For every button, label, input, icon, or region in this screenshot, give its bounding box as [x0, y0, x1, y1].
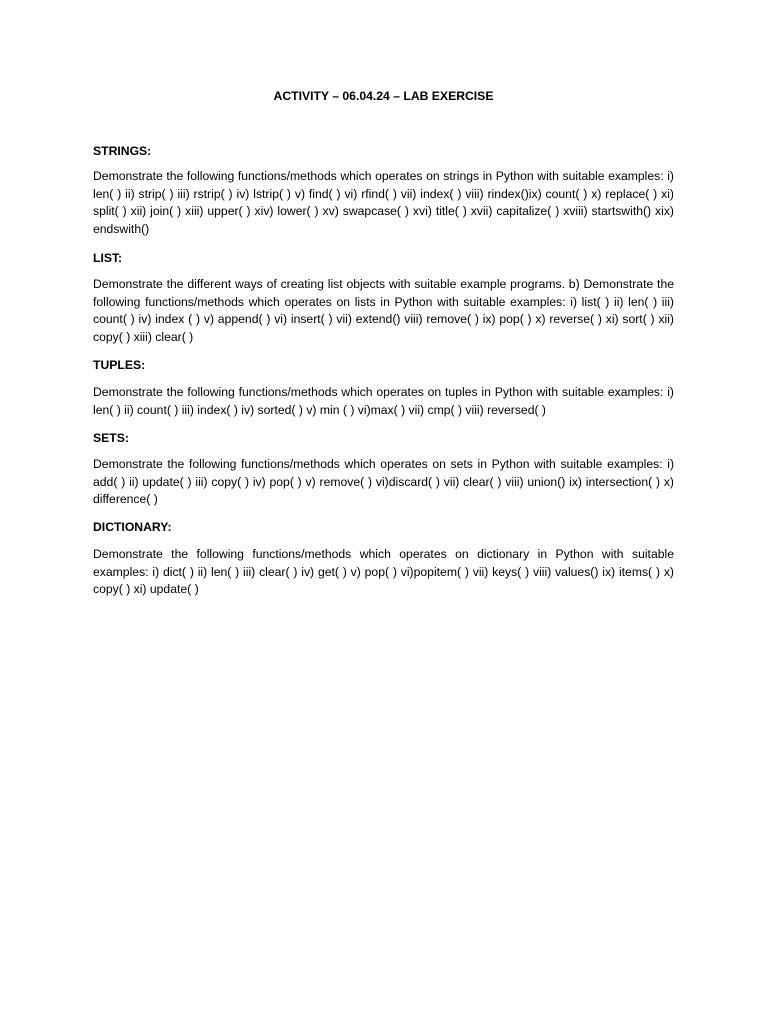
section-heading-sets: SETS:: [93, 431, 129, 445]
section-body-dictionary: Demonstrate the following functions/methods which operates on dictionary in Python with suitable examples: i) dict( ) ii) len( ) iii) clear( ) iv) get( ) v) pop( ) vi)popitem( ) vii) keys( ) viii) values() ix) items( ) x) copy( ) xi) update( ): [93, 547, 674, 597]
section-heading-strings: STRINGS:: [93, 144, 152, 158]
section-body-strings: Demonstrate the following functions/methods which operates on strings in Python with suitable examples: i) len( ) ii) strip( ) iii) rstrip( ) iv) lstrip( ) v) find( ) vi) rfind( ) vii) index( ) viii) rindex()ix) count( ) x) replace( ) xi) split( ) xii) join( ) xiii) upper( ) xiv) lower( ) xv) swapcase( ) xvi) title( ) xvii) capitalize( ) xviii) startswith() xix) endswith(): [93, 169, 674, 236]
section-heading-dictionary: DICTIONARY:: [93, 520, 172, 534]
section-heading-list: LIST:: [93, 251, 123, 265]
section-heading-tuples: TUPLES:: [93, 358, 146, 372]
document-title: ACTIVITY – 06.04.24 – LAB EXERCISE: [273, 89, 494, 103]
section-body-tuples: Demonstrate the following functions/methods which operates on tuples in Python with suitable examples: i) len( ) ii) count( ) iii) index( ) iv) sorted( ) v) min ( ) vi)max( ) vii) cmp( ) viii) reversed( ): [93, 385, 674, 417]
section-body-list: Demonstrate the different ways of creating list objects with suitable example programs. b) Demonstrate the following functions/methods which operates on lists in Python with suitable examples: i) list( ) ii) len( ) iii) count( ) iv) index ( ) v) append( ) vi) insert( ) vii) extend() viii) remove( ) ix) pop( ) x) reverse( ) xi) sort( ) xii) copy( ) xiii) clear( ): [93, 277, 674, 344]
section-body-sets: Demonstrate the following functions/methods which operates on sets in Python with suitable examples: i) add( ) ii) update( ) iii) copy( ) iv) pop( ) v) remove( ) vi)discard( ) vii) clear( ) viii) union() ix) intersection( ) x) difference( ): [93, 457, 674, 507]
